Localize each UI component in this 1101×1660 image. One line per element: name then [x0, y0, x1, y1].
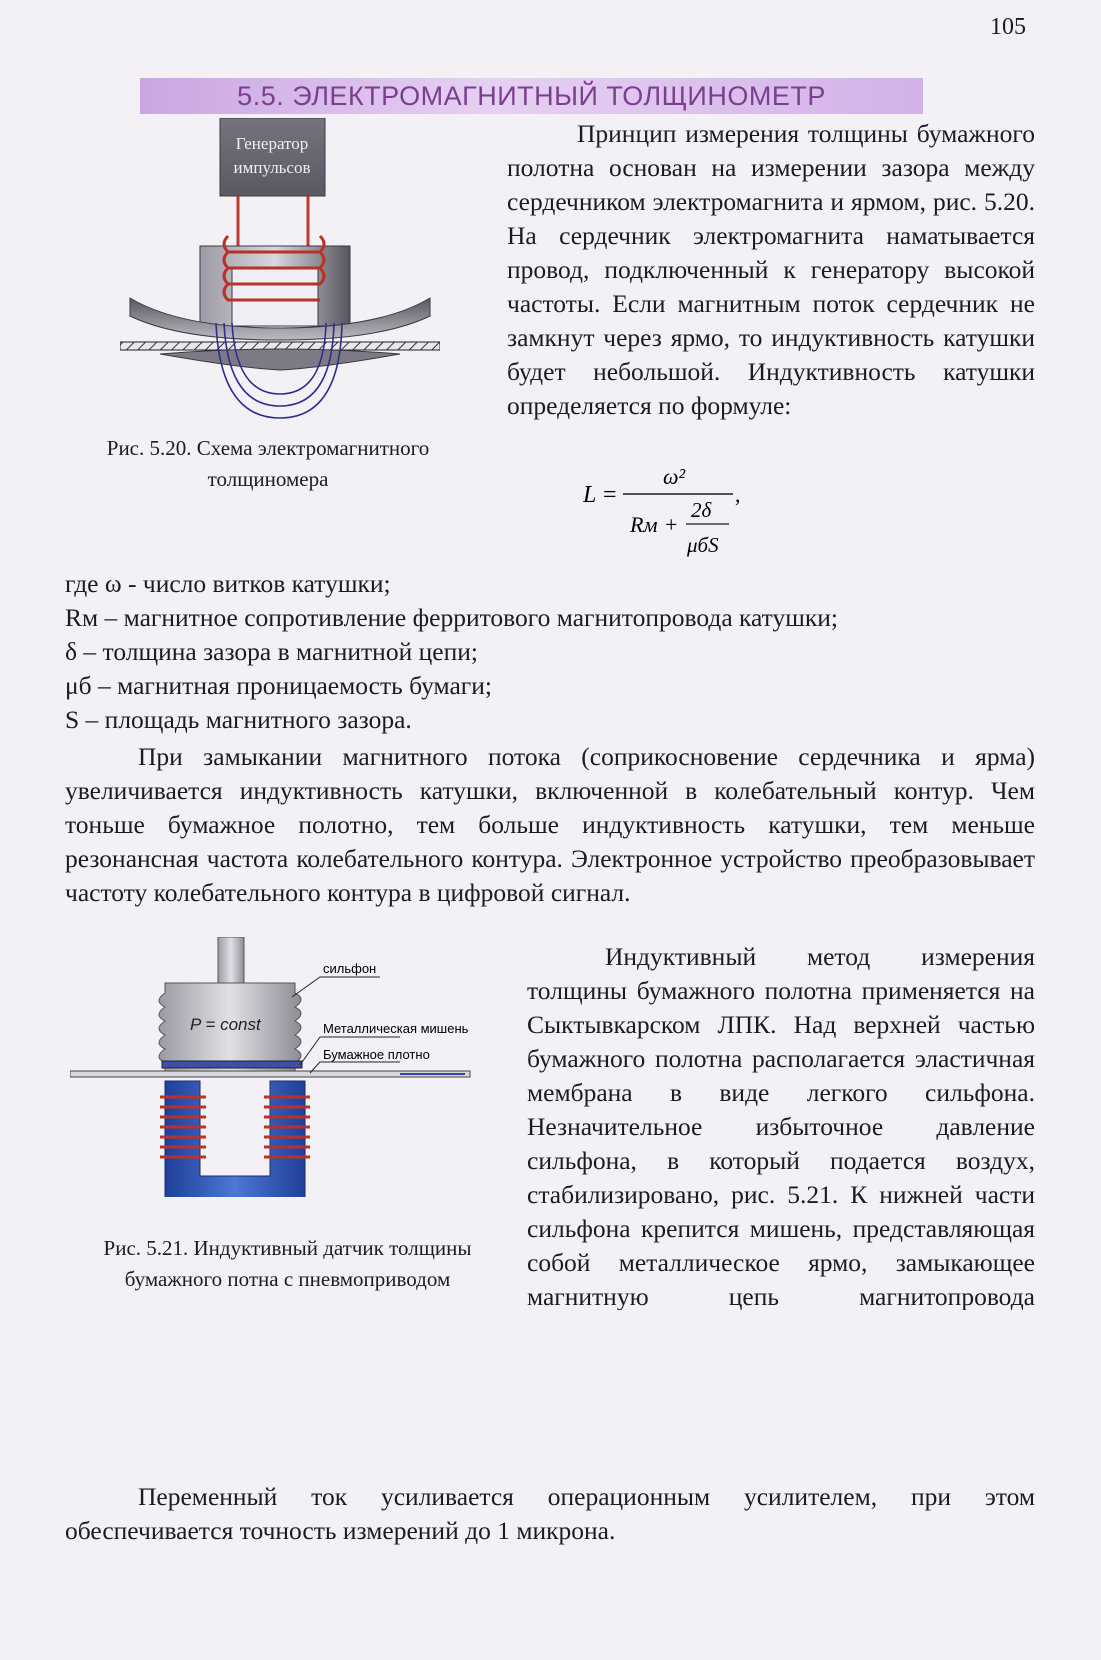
section-title: 5.5. ЭЛЕКТРОМАГНИТНЫЙ ТОЛЩИНОМЕТР [237, 81, 826, 111]
legend-item: где ω - число витков катушки; [65, 569, 391, 598]
figure-inductive-sensor [70, 937, 500, 1197]
bellows-label: сильфон [323, 961, 377, 976]
intro-paragraph: Принцип измерения толщины бумажного полотна основан на измерении зазора между сердечником электромагнита и ярмом, рис. 5.20. На сердечник электромагнита наматывается провод, подключенный к генератору высокой частоты. Если магнитным поток сердечник не замкнут через ярмо, то индуктивность катушки будет небольшой. Индуктивность катушки определяется по формуле: [507, 119, 1035, 420]
paragraph-2: При замыкании магнитного потока (соприкосновение сердечника и ярма) увеличивается индуктивность катушки, включенной в колебательный контур. Чем тоньше бумажное полотно, тем больше индуктивность катушки, тем меньше резонансная частота колебательного контура. Электронное устройство преобразовывает частоту колебательного контура в цифровой сигнал. [65, 742, 1035, 907]
paragraph-3-text: Индуктивный метод измерения толщины бумажного полотна применяется на Сыктывкарском ЛПК. Над верхней частью бумажного полотна располагается эластичная мембрана в виде легкого сильфона. Незначительное избыточное давление сильфона, в который подается воздух, стабилизировано, рис. 5.21. К нижней части сильфона крепится мишень, представляющая собой металлическое ярмо, замыкающее магнитную цепь магнитопровода [527, 942, 1035, 1310]
legend-item: S – площадь магнитного зазора. [65, 705, 412, 734]
legend-item: μб – магнитная проницаемость бумаги; [65, 671, 492, 700]
paragraph-4: Переменный ток усиливается операционным усилителем, при этом обеспечивается точность измерений до 1 микрона. [65, 1482, 1035, 1545]
target-label: Металлическая мишень [323, 1021, 469, 1036]
formula-numerator: ω² [663, 464, 686, 489]
formula-lhs: L [583, 482, 597, 508]
formula-legend [65, 567, 838, 737]
page-number: 105 [990, 14, 1026, 40]
sensor-coils [160, 1097, 310, 1157]
figure-1-caption [58, 433, 478, 495]
legend-item: δ – толщина зазора в магнитной цепи; [65, 637, 478, 666]
legend-item: Rм – магнитное сопротивление ферритового магнитопровода катушки; [65, 603, 838, 632]
pressure-label: P = const [190, 1015, 261, 1034]
figure-1-caption-line1: Рис. 5.20. Схема электромагнитного [106, 436, 430, 460]
figure-electromagnetic-gauge [120, 118, 440, 438]
formula-rm: Rм [630, 512, 658, 537]
formula-inner-denominator: μбS [687, 533, 719, 557]
paper-label: Бумажное плотно [323, 1047, 430, 1062]
generator-label-1: Генератор [235, 134, 309, 153]
formula-inner-numerator: 2δ [691, 498, 712, 522]
figure-2-caption [55, 1233, 520, 1295]
svg-text:,: , [735, 482, 741, 507]
svg-text:+: + [665, 512, 678, 537]
paragraph-3 [527, 940, 1035, 1310]
generator-box [220, 118, 325, 196]
generator-label-2: импульсов [233, 158, 311, 177]
svg-text:=: = [603, 482, 617, 508]
metal-target [162, 1061, 302, 1068]
figure-2-caption-line1: Рис. 5.21. Индуктивный датчик толщины [103, 1236, 472, 1260]
section-title-band [140, 78, 923, 114]
inductance-formula [583, 460, 763, 565]
figure-1-caption-line2: толщиномера [207, 467, 329, 491]
figure-2-caption-line2: бумажного потна с пневмоприводом [124, 1267, 451, 1291]
